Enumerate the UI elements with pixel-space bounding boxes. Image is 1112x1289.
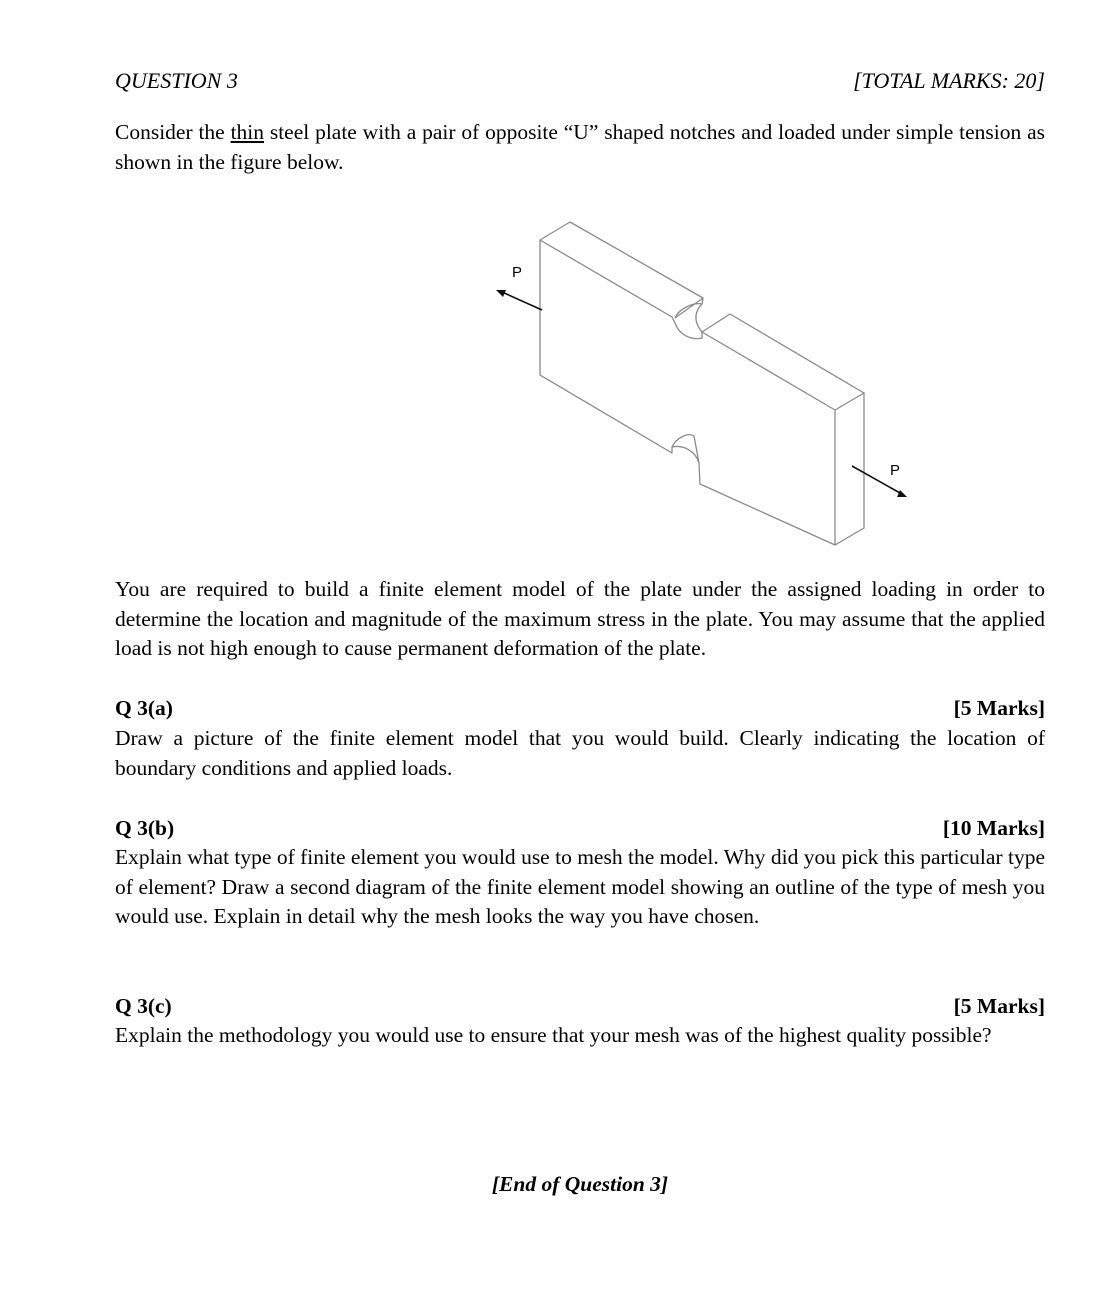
intro-underlined-word: thin	[230, 120, 265, 144]
question-a-text: Draw a picture of the finite element model that you would build. Clearly indicating the location of boundary conditions and applied loads.	[115, 726, 1045, 780]
question-c-marks: [5 Marks]	[953, 994, 1045, 1018]
left-arrowhead-icon	[496, 290, 506, 297]
intro-text-end: steel plate with a pair of opposite “U” shaped notches and loaded under simple tension as shown in the figure below.	[115, 120, 1046, 174]
question-a-label: Q 3(a)	[115, 696, 173, 720]
question-c-header	[115, 992, 1045, 1022]
question-b-text: Explain what type of finite element you would use to mesh the model. Why did you pick this particular type of element? Draw a second diagram of the finite element model showing an outline of the type of mesh you would use. Explain in detail why the mesh looks the way you have chosen.	[115, 845, 1045, 928]
plate-top-face	[540, 222, 703, 318]
bottom-notch-depth	[672, 435, 699, 463]
plate-front-face	[540, 240, 835, 545]
question-b-marks: [10 Marks]	[942, 816, 1045, 840]
intro-text-start: Consider the	[115, 120, 231, 144]
notched-plate-figure	[480, 210, 920, 555]
plate-top-face-right	[702, 314, 864, 410]
question-b-header	[115, 814, 1045, 844]
question-header	[115, 66, 1045, 96]
plate-right-face	[835, 393, 864, 545]
question-b-label: Q 3(b)	[115, 816, 175, 840]
right-load-label: P	[890, 462, 901, 479]
left-load-arrow	[502, 292, 542, 310]
question-c-text: Explain the methodology you would use to ensure that your mesh was of the highest quality possible?	[115, 1023, 992, 1047]
question-a-header	[115, 694, 1045, 724]
task-paragraph: You are required to build a finite element model of the plate under the assigned loading in order to determine the location and magnitude of the maximum stress in the plate. You may assume that the applied load is not high enough to cause permanent deformation of the plate.	[115, 577, 1045, 660]
intro-paragraph	[115, 118, 1045, 177]
question-a-marks: [5 Marks]	[953, 696, 1045, 720]
total-marks: [TOTAL MARKS: 20]	[853, 68, 1045, 93]
question-c-label: Q 3(c)	[115, 994, 172, 1018]
left-load-label: P	[512, 264, 523, 281]
question-title: QUESTION 3	[115, 68, 238, 93]
right-arrowhead-icon	[897, 490, 907, 497]
end-of-question: [End of Question 3]	[491, 1172, 669, 1196]
